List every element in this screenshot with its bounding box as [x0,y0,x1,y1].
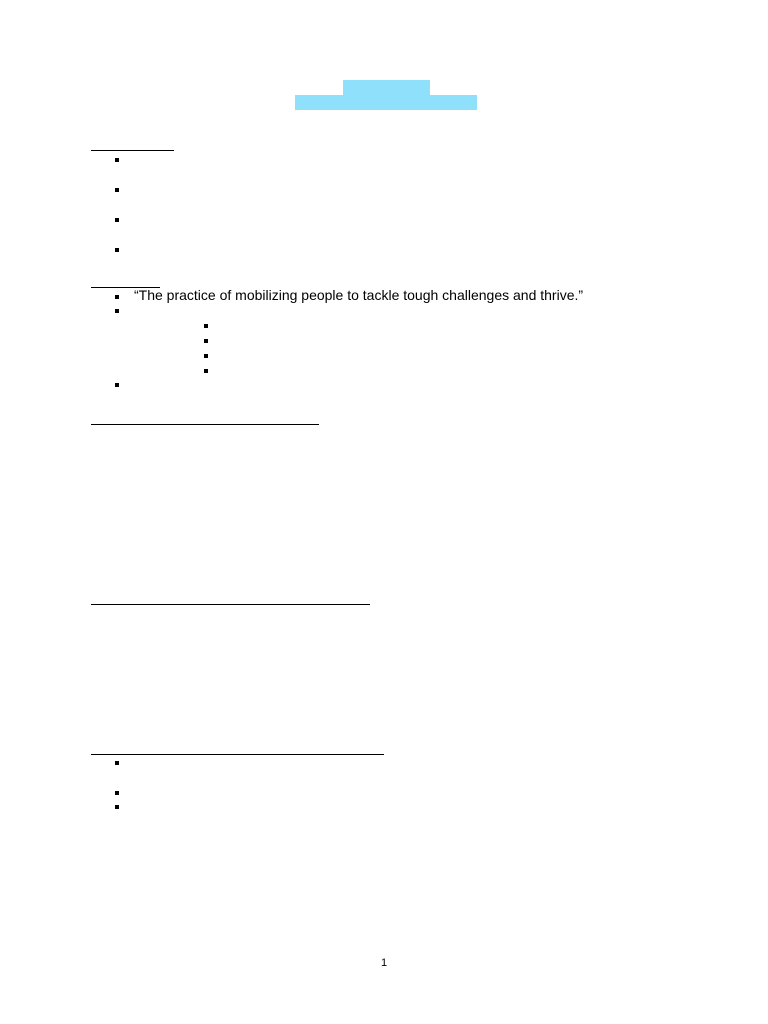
title-highlight-line-1 [343,80,430,96]
section-1-bullet [115,248,119,252]
section-4-heading-rule [91,604,370,605]
section-2-bullet [115,309,119,313]
section-1-bullet [115,188,119,192]
section-3-heading-rule [91,424,319,425]
section-5-bullet [115,791,119,795]
leadership-definition-quote: “The practice of mobilizing people to tackle tough challenges and thrive.” [134,287,584,303]
section-2-sub-bullet [204,339,208,343]
section-5-heading-rule [91,754,384,755]
section-1-bullet [115,218,119,222]
section-1-bullet [115,158,119,162]
section-5-bullet [115,805,119,809]
section-2-bullet [115,295,119,299]
title-highlight-line-2 [295,95,477,110]
section-2-bullet [115,383,119,387]
section-1-heading-rule [91,150,174,151]
page-number: 1 [380,957,388,969]
section-5-bullet [115,761,119,765]
section-2-sub-bullet [204,354,208,358]
section-2-sub-bullet [204,324,208,328]
section-2-sub-bullet [204,369,208,373]
